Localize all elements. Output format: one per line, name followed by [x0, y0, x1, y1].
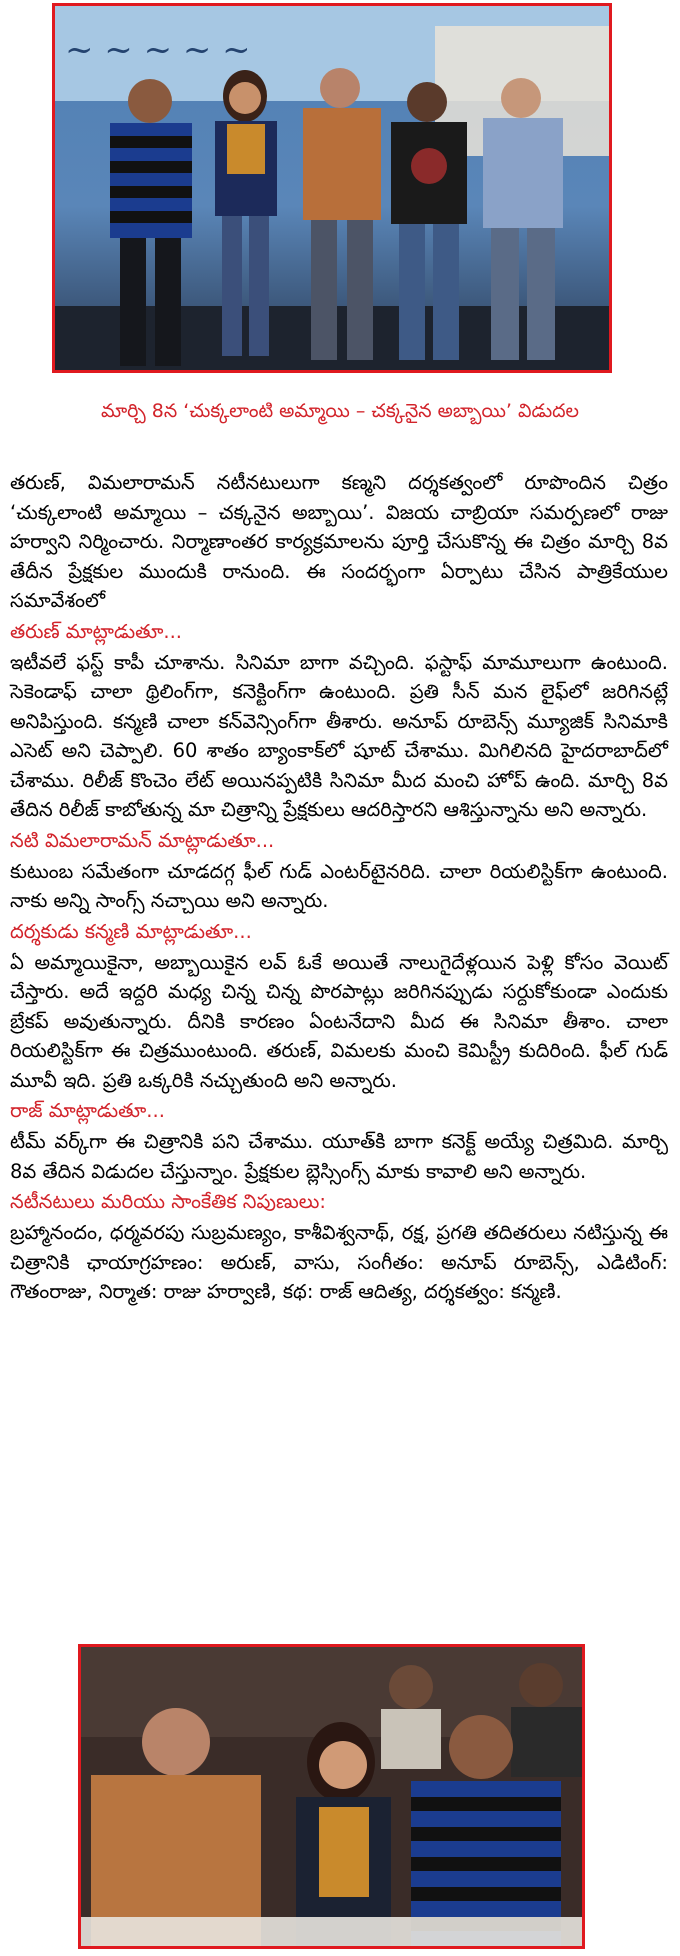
press-meet-seated-photo — [78, 1644, 585, 1949]
speaker-heading-director-kanmani: దర్శకుడు కన్మణి మాట్లాడుతూ... — [10, 919, 252, 943]
speaker-heading-vimala-raman: నటి విమలారామన్ మాట్లాడుతూ... — [10, 828, 275, 852]
headline: మార్చి 8న ‘చుక్కలాంటి అమ్మాయి – చక్కనైన అబ్బాయి’ విడుదల — [100, 400, 580, 422]
article-intro: తరుణ్, విమలారామన్ నటీనటులుగా కణ్మని దర్శకత్వంలో రూపొందిన చిత్రం ‘చుక్కలాంటి అమ్మాయి – చక్కనైన అబ్బాయి’. విజయ చాబ్రియా సమర్పణలో రాజు హర్వాని నిర్మించారు. నిర్మాణాంతర కార్యక్రమాలను పూర్తి చేసుకొన్న ఈ చిత్రం మార్చి 8వ తేదీన ప్రేక్షకుల ముందుకి రానుంది. ఈ సందర్భంగా ఏర్పాటు చేసిన పాత్రికేయుల సమావేశంలో — [10, 471, 668, 612]
speaker-heading-raj: రాజ్ మాట్లాడుతూ... — [10, 1099, 165, 1122]
speaker-text-vimala-raman: కుటుంబ సమేతంగా చూడదగ్గ ఫీల్ గుడ్ ఎంటర్‌టైనరిది. చాలా రియలిస్టిక్‌గా ఉంటుంది. నాకు అన్ని సాంగ్స్ నచ్చాయి అని అన్నారు. — [10, 859, 668, 912]
article-body — [10, 468, 668, 1307]
speaker-text-director-kanmani: ఏ అమ్మాయికైనా, అబ్బాయికైన లవ్ ఓకే అయితే నాలుగైదేళ్లయిన పెళ్లి కోసం వెయిట్ చేస్తారు. అదే ఇద్దరి మధ్య చిన్న చిన్న పొరపాట్లు జరిగినప్పుడు సర్దుకోకుండా ఎందుకు బ్రేకప్ అవుతున్నారు. దీనికి కారణం ఏంటనేదాని మీద ఈ సినిమా తీశాం. చాలా రియలిస్టిక్‌గా ఈ చిత్రముంటుంది. తరుణ్, విమలకు మంచి కెమిస్ట్రీ కుదిరింది. ఫీల్ గుడ్ మూవీ ఇది. ప్రతి ఒక్కరికి నచ్చుతుంది అని అన్నారు. — [10, 950, 668, 1092]
svg-text:~ ~ ~ ~ ~: ~ ~ ~ ~ ~ — [65, 30, 251, 70]
speaker-heading-tarun: తరుణ్ మాట్లాడుతూ... — [10, 619, 182, 643]
cast-crew-heading: నటీనటులు మరియు సాంకేతిక నిపుణులు: — [10, 1190, 326, 1213]
press-meet-group-photo — [52, 3, 612, 373]
seated-photo-image — [81, 1647, 582, 1946]
speaker-text-tarun: ఇటీవలే ఫస్ట్ కాపీ చూశాను. సినిమా బాగా వచ్చింది. ఫస్టాఫ్ మామూలుగా ఉంటుంది. సెకెండాఫ్ చాలా థ్రిలింగ్‌గా, కనెక్టింగ్‌గా ఉంటుంది. ప్రతి సీన్ మన లైఫ్‌లో జరిగినట్లే అనిపిస్తుంది. కన్మణి చాలా కన్‌వెన్సింగ్‌గా తీశారు. అనూప్ రూబెన్స్ మ్యూజిక్ సినిమాకి ఎసెట్ అని చెప్పాలి. 60 శాతం బ్యాంకాక్‌లో షూట్ చేశాము. మిగిలినది హైదరాబాద్‌లో చేశాము. రిలీజ్ కొంచెం లేట్ అయినప్పటికి సినిమా మీద మంచి హోప్ ఉంది. మార్చి 8వ తేదిన రిలీజ్ కాబోతున్న మా చిత్రాన్ని ప్రేక్షకులు ఆదరిస్తారని ఆశిస్తున్నాను అని అన్నారు. — [10, 650, 668, 821]
speaker-text-raj: టీమ్ వర్క్‌గా ఈ చిత్రానికి పని చేశాము. యూత్‌కి బాగా కనెక్ట్ అయ్యే చిత్రమిది. మార్చి 8వ తేదిన విడుదల చేస్తున్నాం. ప్రేక్షకుల బ్లెస్సింగ్స్ మాకు కావాలి అని అన్నారు. — [10, 1130, 668, 1183]
group-photo-image — [55, 6, 609, 370]
cast-crew-text: బ్రహ్మానందం, ధర్మవరపు సుబ్రమణ్యం, కాశీవిశ్వనాథ్, రక్ష, ప్రగతి తదితరులు నటిస్తున్న ఈ చిత్రానికి ఛాయాగ్రహణం: అరుణ్, వాసు, సంగీతం: అనూప్ రూబెన్స్, ఎడిటింగ్: గౌతంరాజు, నిర్మాత: రాజు హర్వాణి, కథ: రాజ్ ఆదిత్య, దర్శకత్వం: కన్మణి. — [10, 1221, 668, 1303]
